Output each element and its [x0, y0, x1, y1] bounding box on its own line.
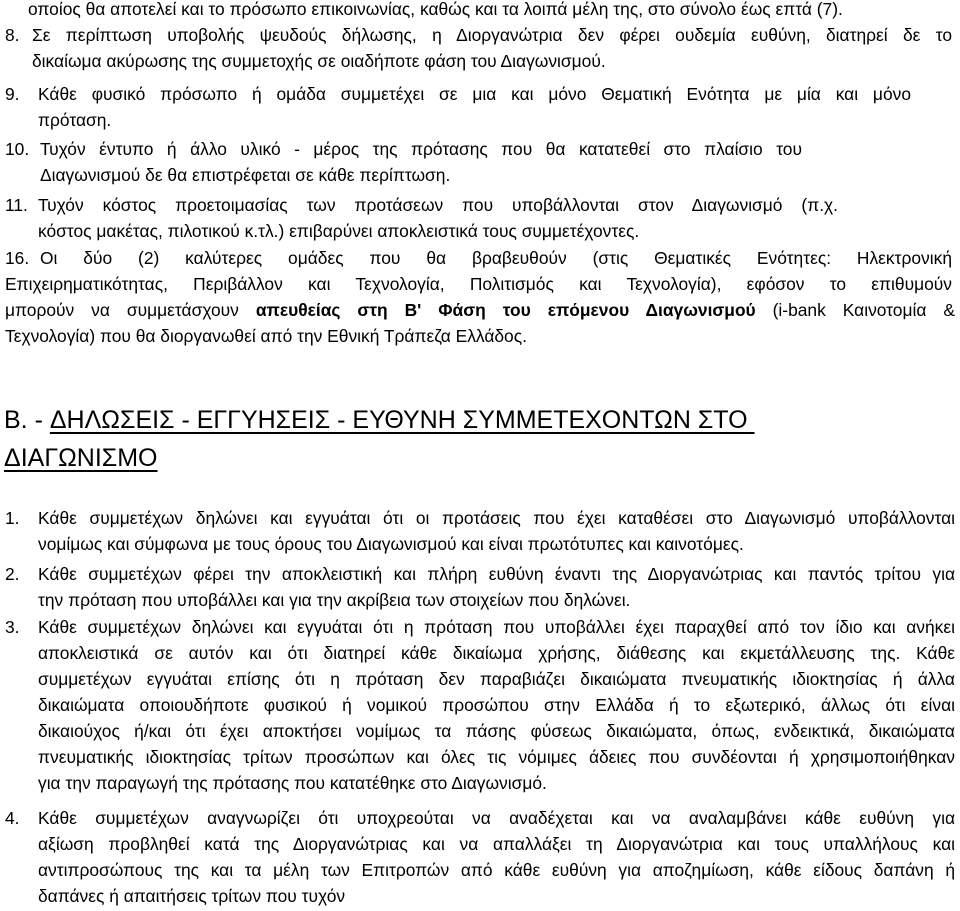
- title-underline-tail: [748, 406, 755, 434]
- text-line: δαπάνες ή απαιτήσεις τρίτων που τυχόν: [38, 886, 346, 906]
- text-line: Τυχόν κόστος προετοιμασίας των προτάσεων που υποβάλλονται στον Διαγωνισμό (π.χ.: [38, 195, 838, 215]
- section-prefix: B. -: [4, 406, 50, 434]
- text-line: Επιχειρηματικότητας, Περιβάλλον και Τεχνολογία, Πολιτισμός και Τεχνολογία), εφόσον το επιθυμούν: [5, 274, 952, 294]
- text-line: Κάθε συμμετέχων δηλώνει και εγγυάται ότι η πρόταση που υποβάλλει έχει παραχθεί από τον ίδιο και ανήκει: [38, 617, 955, 637]
- text-line: αποκλειστικά σε αυτόν και ότι διατηρεί κάθε δικαίωμα χρήσης, διάθεσης και εκμετάλλευσης της. Κάθε: [38, 643, 955, 663]
- text-line: Τυχόν έντυπο ή άλλο υλικό - μέρος της πρότασης που θα κατατεθεί στο πλαίσιο του: [40, 139, 802, 159]
- section-title-line-1: [4, 403, 755, 437]
- item-number: 1.: [5, 508, 20, 528]
- section-title-line-2: [4, 441, 158, 475]
- section-title-text: ΔΗΛΩΣΕΙΣ - ΕΓΓΥΗΣΕΙΣ - ΕΥΘΥΝΗ ΣΥΜΜΕΤΕΧΟΝΤΩΝ ΣΤΟ: [49, 406, 748, 434]
- text-span: μπορούν να συμμετάσχουν: [5, 300, 256, 320]
- text-line: Κάθε φυσικό πρόσωπο ή ομάδα συμμετέχει σε μια και μόνο Θεματική Ενότητα με μία και μόνο: [38, 84, 911, 104]
- item-number: 3.: [5, 617, 20, 637]
- item-number: 10.: [5, 139, 30, 159]
- item-number: 9.: [5, 84, 20, 104]
- text-line: Τεχνολογία) που θα διοργανωθεί από την Εθνική Τράπεζα Ελλάδος.: [5, 326, 527, 346]
- text-span: (i-bank Καινοτομία &: [755, 300, 955, 320]
- text-line: κόστος μακέτας, πιλοτικού κ.τλ.) επιβαρύνει αποκλειστικά τους συμμετέχοντες.: [38, 221, 640, 241]
- text-line: αντιπροσώπους της και τα μέλη των Επιτροπών από κάθε ευθύνη για αποζημίωση, κάθε είδους δαπάνη ή: [38, 860, 955, 880]
- text-line: αξίωση προβληθεί κατά της Διοργανώτριας και να απαλλάξει τη Διοργανώτρια και τους υπαλλήλους και: [38, 834, 955, 854]
- text-line: συμμετέχων εγγυάται επίσης ότι η πρόταση δεν παραβιάζει δικαιώματα πνευματικής ιδιοκτησίας ή άλλα: [38, 669, 955, 689]
- text-line-with-emphasis: [5, 297, 955, 323]
- text-line: Κάθε συμμετέχων φέρει την αποκλειστική και πλήρη ευθύνη έναντι της Διοργανώτριας και παντός τρίτου για: [38, 564, 955, 584]
- text-line: δικαίωμα ακύρωσης της συμμετοχής σε οιαδήποτε φάση του Διαγωνισμού.: [32, 51, 606, 71]
- text-line: πνευματικής ιδιοκτησίας τρίτων προσώπων και όλες τις νόμιμες άδειες που συνδέονται ή χρησιμοποιήθηκαν: [38, 747, 955, 767]
- item-number: 11.: [5, 195, 28, 215]
- text-line: οποίος θα αποτελεί και το πρόσωπο επικοινωνίας, καθώς και τα λοιπά μέλη της, στο σύνολο έως επτά (7).: [28, 0, 843, 19]
- text-line: την πρόταση που υποβάλλει και για την ακρίβεια των στοιχείων που δηλώνει.: [38, 590, 631, 610]
- item-number: 16.: [5, 248, 30, 268]
- text-line: δικαιούχος ή/και ότι έχει αποκτήσει νομίμως τα πάσης φύσεως δικαιώματα, όπως, ενδεικτικά, δικαιώματα: [38, 721, 955, 741]
- text-line: για την παραγωγή της πρότασης που κατατέθηκε στο Διαγωνισμό.: [38, 773, 547, 793]
- text-line: Οι δύο (2) καλύτερες ομάδες που θα βραβευθούν (στις Θεματικές Ενότητες: Ηλεκτρονική: [40, 248, 952, 268]
- item-number: 8.: [5, 25, 20, 45]
- text-line: δικαιώματα οποιουδήποτε φυσικού ή νομικού προσώπου στην Ελλάδα ή το εξωτερικό, άλλως ότι είναι: [38, 695, 955, 715]
- emphasis-text: απευθείας στη Β' Φάση του επόμενου Διαγωνισμού: [255, 300, 756, 320]
- text-line: Κάθε συμμετέχων δηλώνει και εγγυάται ότι οι προτάσεις που έχει καταθέσει στο Διαγωνισμό υποβάλλονται: [38, 508, 955, 528]
- text-line: πρόταση.: [38, 110, 112, 130]
- item-number: 2.: [5, 564, 20, 584]
- section-title-text: ΔΙΑΓΩΝΙΣΜΟ: [4, 444, 158, 472]
- text-line: νομίμως και σύμφωνα με τους όρους του Διαγωνισμού και είναι πρωτότυπες και καινοτόμες.: [38, 534, 744, 554]
- text-line: Σε περίπτωση υποβολής ψευδούς δήλωσης, η Διοργανώτρια δεν φέρει ουδεμία ευθύνη, διατηρεί δε το: [32, 25, 952, 45]
- text-line: Κάθε συμμετέχων αναγνωρίζει ότι υποχρεούται να αναδέχεται και να αναλαμβάνει κάθε ευθύνη για: [38, 808, 955, 828]
- text-line: Διαγωνισμού δε θα επιστρέφεται σε κάθε περίπτωση.: [40, 165, 451, 185]
- item-number: 4.: [5, 808, 20, 828]
